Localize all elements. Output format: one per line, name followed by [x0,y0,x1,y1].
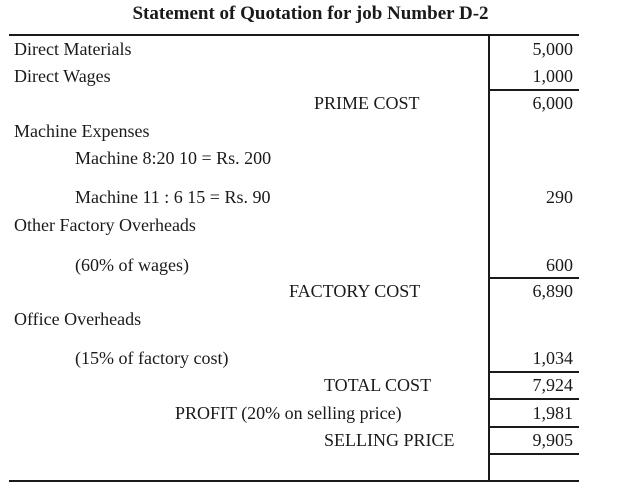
table-top-border [9,34,579,36]
selling-price-rule [490,426,579,428]
office-overheads-label: Office Overheads [14,309,142,329]
selling-price-bottom-rule [490,453,579,455]
machine-8-label: Machine 8:20 10 = Rs. 200 [75,148,272,168]
factory-cost-label: FACTORY COST [289,281,421,301]
direct-wages-label: Direct Wages [14,66,111,86]
machine-11-amount: 290 [546,187,573,207]
factory-cost-pct-label: (15% of factory cost) [75,348,229,368]
profit-label: PROFIT (20% on selling price) [175,403,402,423]
total-cost-label: TOTAL COST [324,375,432,395]
machine-expenses-label: Machine Expenses [14,121,150,141]
prime-cost-rule [490,89,579,91]
table-bottom-border [9,480,579,482]
statement-title: Statement of Quotation for job Number D-2 [132,3,489,24]
direct-wages-amount: 1,000 [532,66,573,86]
factory-cost-pct-amount: 1,034 [532,348,573,368]
machine-11-label: Machine 11 : 6 15 = Rs. 90 [75,187,271,207]
factory-cost-amount: 6,890 [532,281,573,301]
direct-materials-label: Direct Materials [14,39,132,59]
prime-cost-amount: 6,000 [532,93,573,113]
prime-cost-label: PRIME COST [314,93,420,113]
amount-column-divider [488,35,490,481]
total-cost-rule [490,371,579,373]
profit-amount: 1,981 [532,403,573,423]
total-cost-amount: 7,924 [532,375,573,395]
direct-materials-amount: 5,000 [532,39,573,59]
selling-price-amount: 9,905 [532,430,573,450]
wages-pct-amount: 600 [546,255,573,275]
other-factory-overheads-label: Other Factory Overheads [14,215,196,235]
wages-pct-label: (60% of wages) [75,255,189,275]
profit-top-rule [490,398,579,400]
factory-cost-rule [490,277,579,279]
selling-price-label: SELLING PRICE [324,430,455,450]
